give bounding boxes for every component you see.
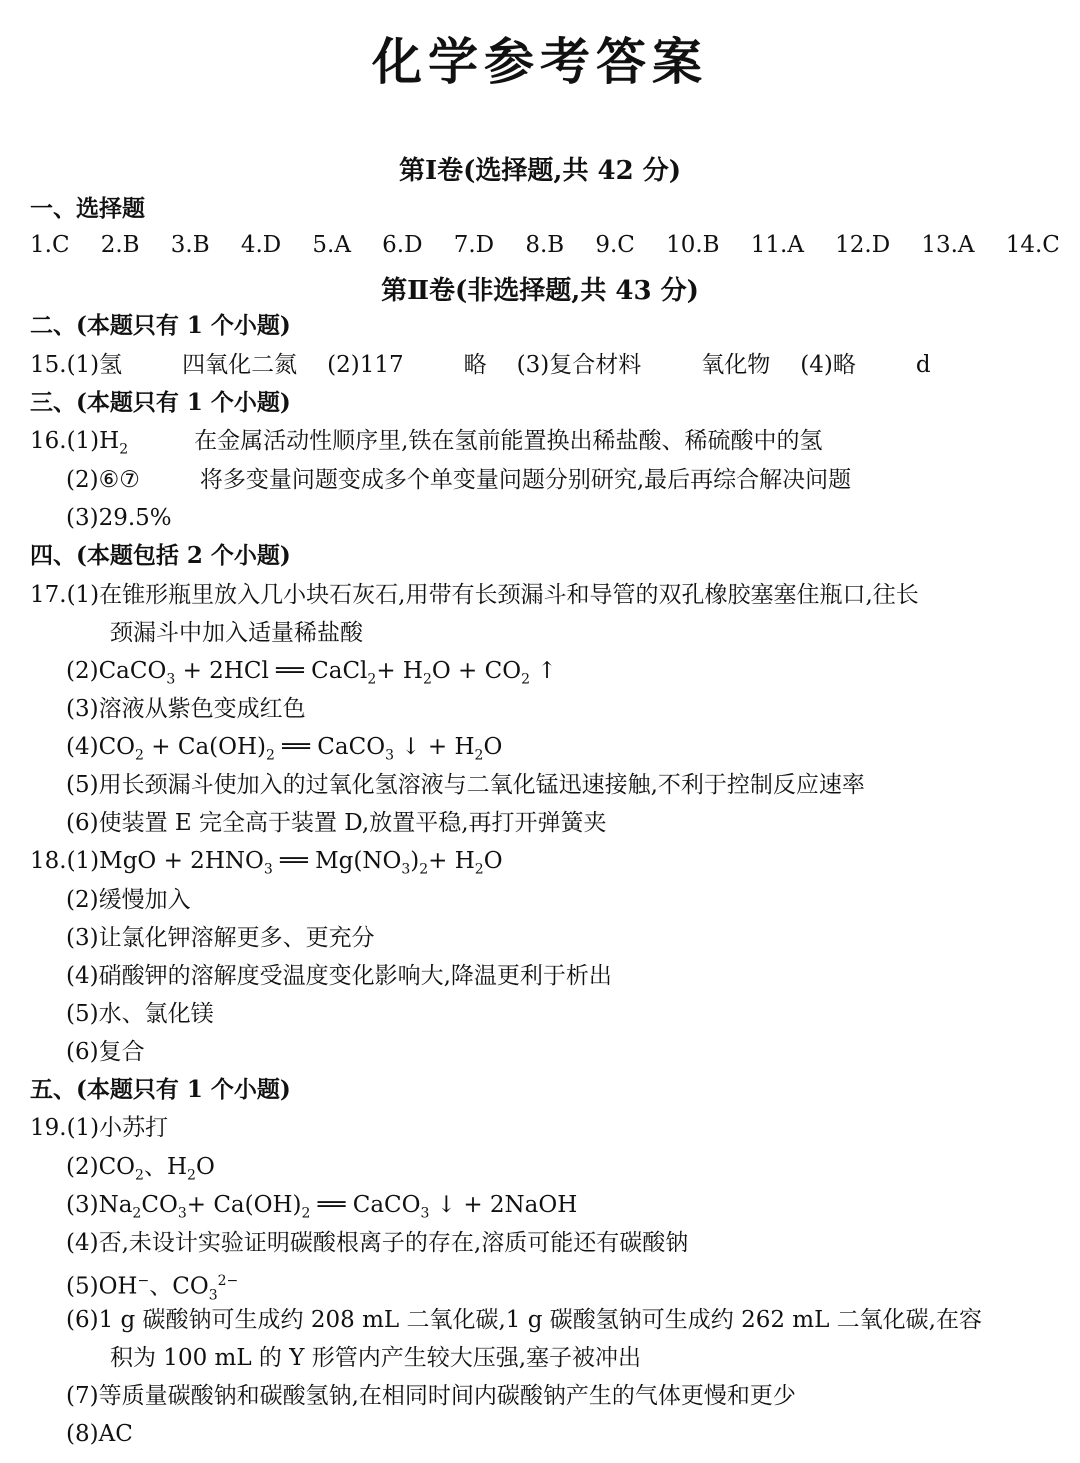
mcq-answer: 11.A [750,232,804,258]
mcq-answer: 3.B [170,232,210,258]
q17-answer-1: 17.(1)在锥形瓶里放入几小块石灰石,用带有长颈漏斗和导管的双孔橡胶塞塞住瓶口,往长 [30,582,919,608]
mcq-answer: 1.C [30,232,70,258]
mcq-answer: 4.D [240,232,282,258]
q19-answer-8: (8)AC [66,1421,133,1447]
q18-answer-3: (3)让氯化钾溶解更多、更充分 [66,925,375,951]
q19-answer-7: (7)等质量碳酸钠和碳酸氢钠,在相同时间内碳酸钠产生的气体更慢和更少 [66,1383,796,1409]
mcq-answer: 2.B [100,232,140,258]
mcq-answer: 14.C [1005,232,1060,258]
q15-answer: 15.(1)氢 四氧化二氮 (2)117 略 (3)复合材料 氧化物 (4)略 d [30,352,931,378]
section2-heading: 二、(本题只有 1 个小题) [30,312,291,339]
q17-answer-3: (3)溶液从紫色变成红色 [66,696,306,722]
section3-heading: 三、(本题只有 1 个小题) [30,389,291,416]
q15-number: 15. [30,352,67,378]
q19-answer-2: $(2)CO_2$、$H_2O$ [66,1154,215,1184]
mcq-answer: 5.A [312,232,351,258]
q17-answer-5: (5)用长颈漏斗使加入的过氧化氢溶液与二氧化锰迅速接触,不利于控制反应速率 [66,772,865,798]
section1-heading: 一、选择题 [30,195,145,222]
q17-answer-1-continued: 颈漏斗中加入适量稀盐酸 [110,620,363,646]
part1-title: 第Ⅰ卷(选择题,共 42 分) [398,156,682,186]
q16-answer-1: $16.(1)H_2$ 在金属活动性顺序里,铁在氢前能置换出稀盐酸、稀硫酸中的氢 [30,428,823,458]
q18-number: 18. [30,848,67,874]
q17-answer-4: $(4)CO_2 + Ca(OH)_2$ ══ CaCO$_3$ ↓ + $H_2O$ [66,734,503,764]
q17-answer-2: (2)CaCO$_3$ + 2HCl ══ CaCl$_2$+ $H_2O + CO_2$ ↑ [66,658,557,688]
mcq-answer: 7.D [453,232,495,258]
q19-answer-5: (5)OH−、$CO_3^{2-}$ [66,1273,239,1304]
mcq-answer: 9.C [595,232,635,258]
q19-answer-6: (6)1 g 碳酸钠可生成约 208 mL 二氧化碳,1 g 碳酸氢钠可生成约 262 mL 二氧化碳,在容 [66,1307,982,1333]
q19-answer-4: (4)否,未设计实验证明碳酸根离子的存在,溶质可能还有碳酸钠 [66,1230,689,1256]
q16-answer-2: (2)⑥⑦ 将多变量问题变成多个单变量问题分别研究,最后再综合解决问题 [66,467,852,493]
section5-heading: 五、(本题只有 1 个小题) [30,1076,291,1103]
q19-answer-6-continued: 积为 100 mL 的 Y 形管内产生较大压强,塞子被冲出 [110,1345,642,1371]
q18-answer-5: (5)水、氯化镁 [66,1001,214,1027]
q17-number: 17. [30,582,67,608]
q19-answer-1: 19.(1)小苏打 [30,1115,169,1141]
mcq-answers [30,232,1060,258]
q18-answer-4: (4)硝酸钾的溶解度受温度变化影响大,降温更利于析出 [66,963,612,989]
q19-number: 19. [30,1115,67,1141]
q16-answer-3: (3)29.5% [66,505,172,531]
q16-number: 16. [30,428,67,454]
part2-title: 第Ⅱ卷(非选择题,共 43 分) [381,276,699,306]
q18-answer-2: (2)缓慢加入 [66,887,191,913]
section4-heading: 四、(本题包括 2 个小题) [30,542,291,569]
q19-answer-3: $(3)Na_2CO_3+ Ca(OH)_2$ ══ CaCO$_3$ ↓ + 2NaOH [66,1192,578,1222]
mcq-answer: 6.D [382,232,423,258]
q17-answer-6: (6)使装置 E 完全高于装置 D,放置平稳,再打开弹簧夹 [66,810,607,836]
mcq-answer: 13.A [921,232,975,258]
q18-answer-6: (6)复合 [66,1039,145,1065]
mcq-answer: 12.D [835,232,891,258]
mcq-answer: 10.B [666,232,720,258]
page-title: 化学参考答案 [372,33,708,91]
mcq-answer: 8.B [525,232,565,258]
q18-answer-1: $18.(1)MgO + 2HNO_3$ ══ $Mg(NO_3)_2+ H_2O$ [30,848,503,878]
